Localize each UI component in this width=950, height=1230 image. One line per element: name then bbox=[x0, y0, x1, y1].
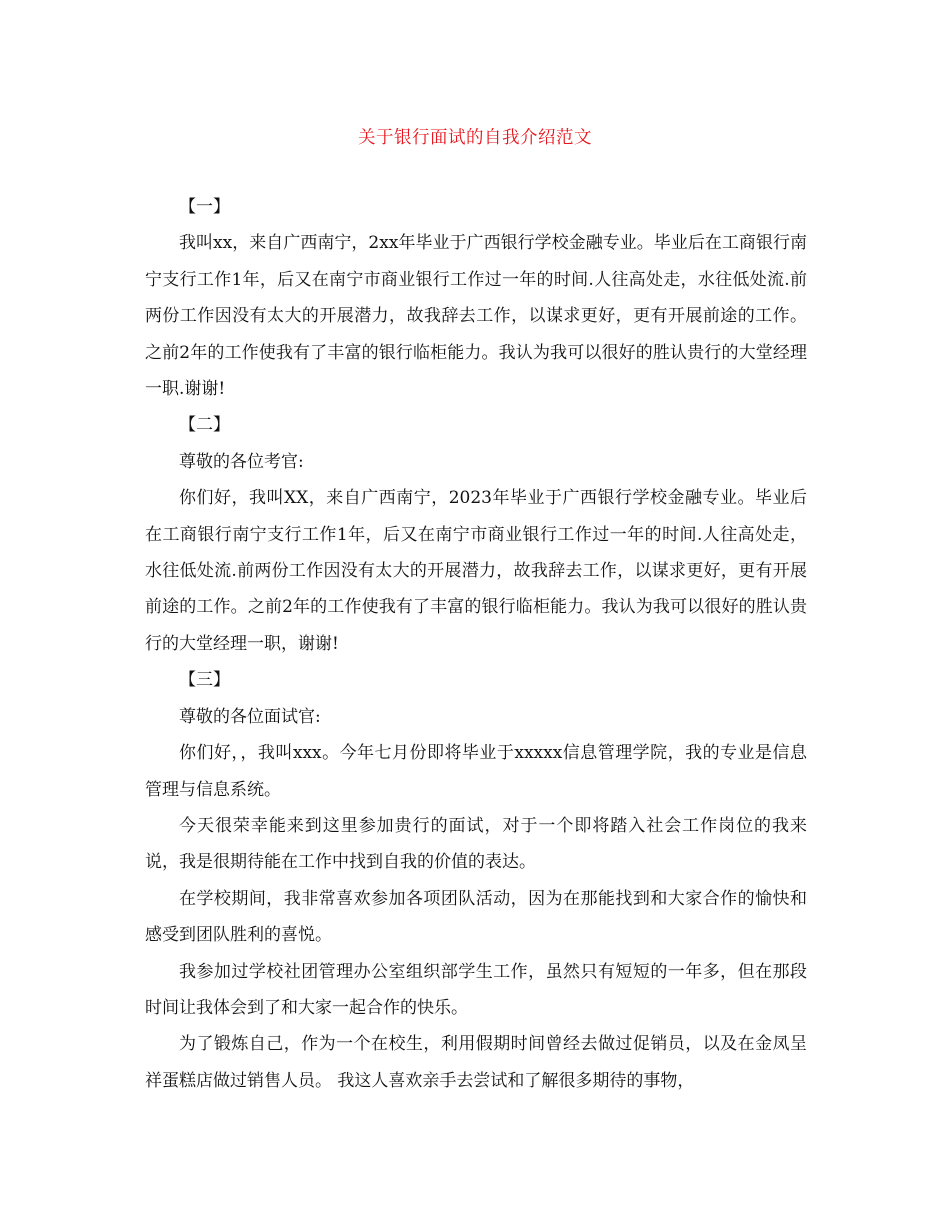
section-3-paragraph-1: 你们好，，我叫xxx。今年七月份即将毕业于xxxxx信息管理学院，我的专业是信息管理与信息系统。 bbox=[145, 743, 807, 800]
section-heading-1: 【一】 bbox=[179, 197, 230, 217]
section-3-paragraph-2: 今天很荣幸能来到这里参加贵行的面试，对于一个即将踏入社会工作岗位的我来说，我是很期待能在工作中找到自我的价值的表达。 bbox=[145, 815, 807, 873]
section-3-paragraph-4: 我参加过学校社团管理办公室组织部学生工作，虽然只有短短的一年多，但在那段时间让我体会到了和大家一起合作的快乐。 bbox=[145, 961, 807, 1018]
section-3-paragraph-3: 在学校期间，我非常喜欢参加各项团队活动，因为在那能找到和大家合作的愉快和感受到团队胜利的喜悦。 bbox=[145, 888, 807, 946]
section-2-greeting: 尊敬的各位考官: bbox=[179, 451, 304, 472]
document-title: 关于银行面试的自我介绍范文 bbox=[358, 128, 592, 148]
section-3-paragraph-5: 为了锻炼自己，作为一个在校生，利用假期时间曾经去做过促销员，以及在金凤呈祥蛋糕店做过销售人员。 我这人喜欢亲手去尝试和了解很多期待的事物， bbox=[145, 1034, 807, 1091]
section-2-paragraph-1: 你们好，我叫XX，来自广西南宁，2023年毕业于广西银行学校金融专业。毕业后在工商银行南宁支行工作1年，后又在南宁市商业银行工作过一年的时间.人往高处走，水往低处流.前两份工作因没有太大的开展潜力，故我辞去工作，以谋求更好，更有开展前途的工作。之前2年的工作使我有了丰富的银行临柜能力。我认为我可以很好的胜认贵行的大堂经理一职，谢谢! bbox=[145, 488, 807, 654]
section-3-greeting: 尊敬的各位面试官: bbox=[179, 706, 321, 727]
document-body bbox=[145, 189, 807, 1099]
section-1-paragraph-1: 我叫xx，来自广西南宁，2xx年毕业于广西银行学校金融专业。毕业后在工商银行南宁支行工作1年，后又在南宁市商业银行工作过一年的时间.人往高处走，水往低处流.前两份工作因没有太大的开展潜力，故我辞去工作，以谋求更好，更有开展前途的工作。之前2年的工作使我有了丰富的银行临柜能力。我认为我可以很好的胜认贵行的大堂经理一职.谢谢! bbox=[145, 233, 807, 400]
section-heading-2: 【二】 bbox=[179, 415, 230, 436]
section-heading-3: 【三】 bbox=[179, 670, 230, 691]
